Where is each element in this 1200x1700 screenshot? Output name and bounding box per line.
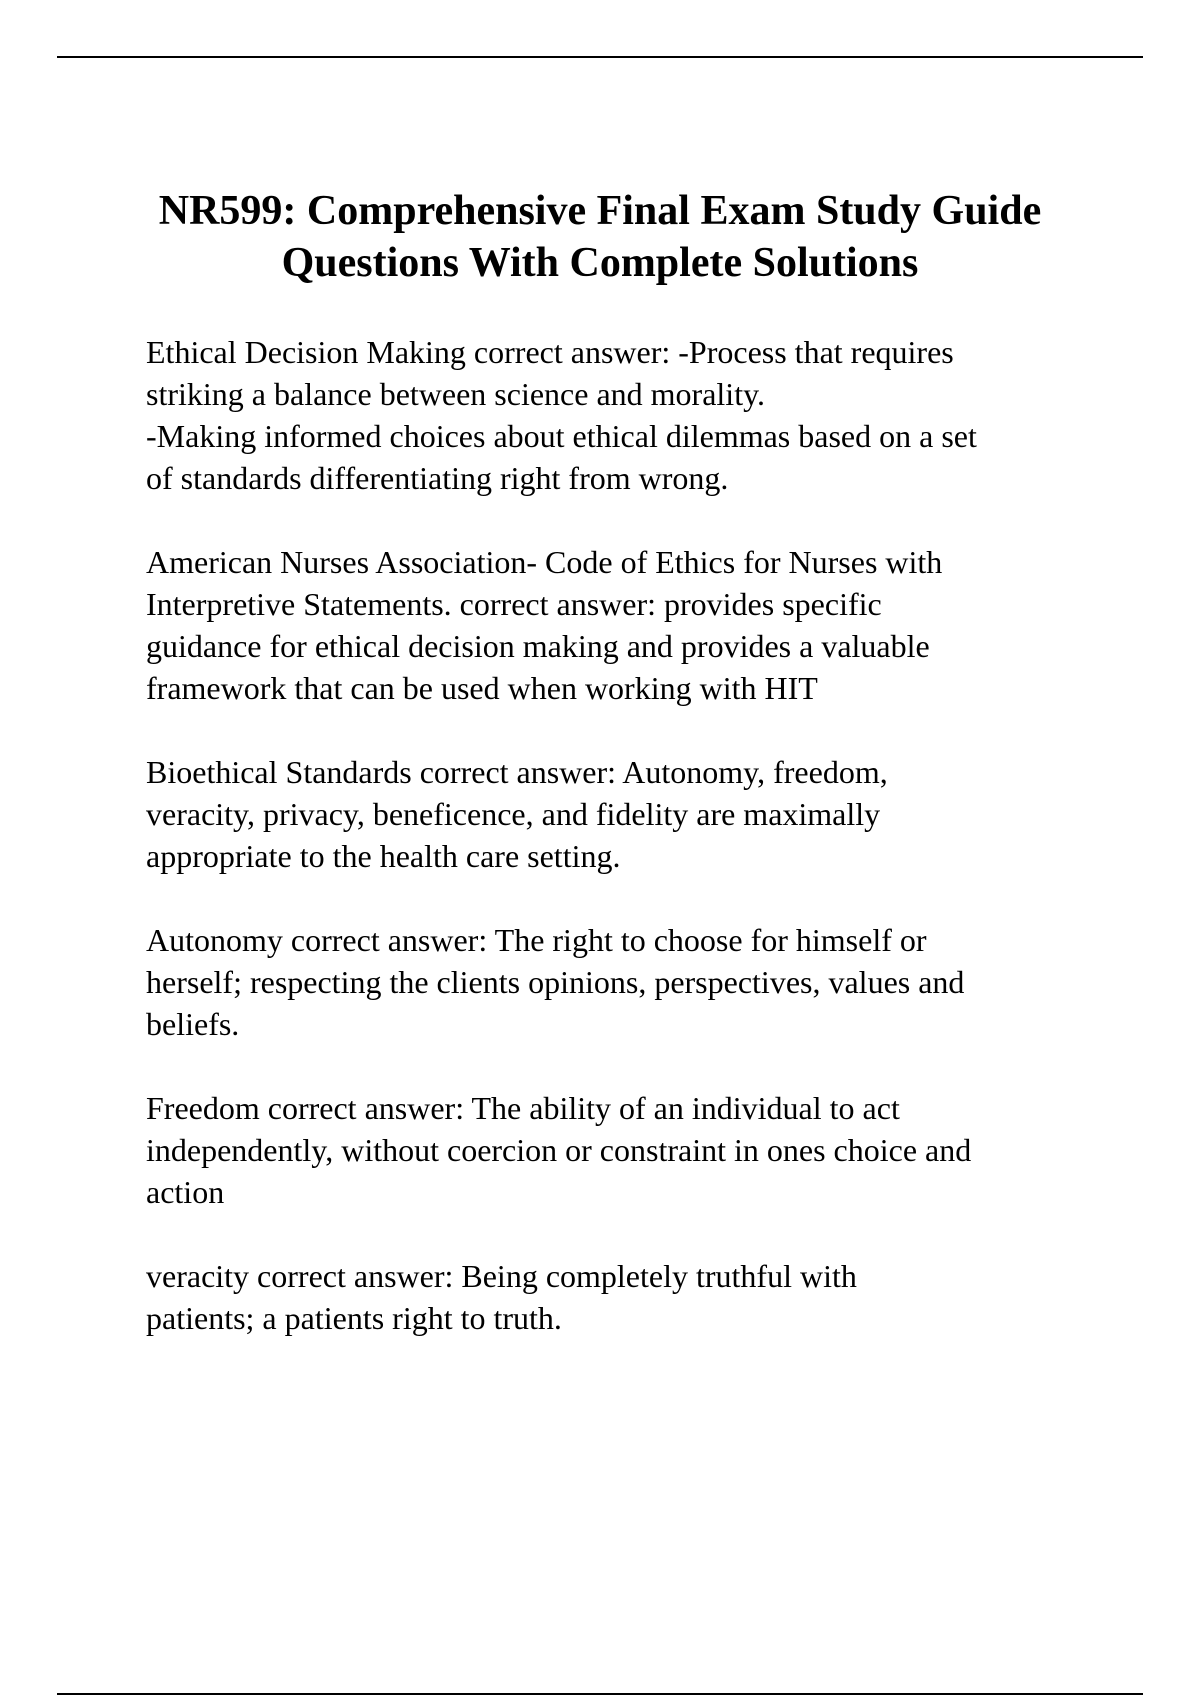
entry-line: Ethical Decision Making correct answer: -Process that requires [146,334,954,370]
entry-line: beliefs. [146,1006,240,1042]
title-line-1: NR599: Comprehensive Final Exam Study Guide [158,188,1042,234]
entry-ana-code-of-ethics [146,541,1096,709]
entry-line: herself; respecting the clients opinions, perspectives, values and [146,964,965,1000]
entry-line: striking a balance between science and morality. [146,376,765,412]
entry-line: of standards differentiating right from wrong. [146,460,729,496]
document-title [100,185,1100,289]
entry-line: Freedom correct answer: The ability of an individual to act [146,1090,900,1126]
entry-line: action [146,1174,225,1210]
entry-autonomy [146,919,1096,1045]
entry-line: independently, without coercion or constraint in ones choice and [146,1132,972,1168]
footer-rule [57,1693,1143,1695]
entry-ethical-decision-making [146,331,1096,499]
entry-line: appropriate to the health care setting. [146,838,621,874]
entry-line: guidance for ethical decision making and provides a valuable [146,628,930,664]
entry-line: veracity correct answer: Being completely truthful with [146,1258,857,1294]
entry-bioethical-standards [146,751,1096,877]
entry-line: framework that can be used when working with HIT [146,670,818,706]
entry-veracity [146,1255,1096,1339]
header-rule [57,56,1143,58]
entry-line: Autonomy correct answer: The right to choose for himself or [146,922,927,958]
entry-line: veracity, privacy, beneficence, and fidelity are maximally [146,796,881,832]
entry-line: Bioethical Standards correct answer: Autonomy, freedom, [146,754,888,790]
entry-freedom [146,1087,1096,1213]
entry-line: patients; a patients right to truth. [146,1300,562,1336]
document-body [146,331,1096,1381]
title-line-2: Questions With Complete Solutions [281,240,919,286]
entry-line: -Making informed choices about ethical dilemmas based on a set [146,418,977,454]
entry-line: Interpretive Statements. correct answer: provides specific [146,586,882,622]
entry-line: American Nurses Association- Code of Ethics for Nurses with [146,544,943,580]
